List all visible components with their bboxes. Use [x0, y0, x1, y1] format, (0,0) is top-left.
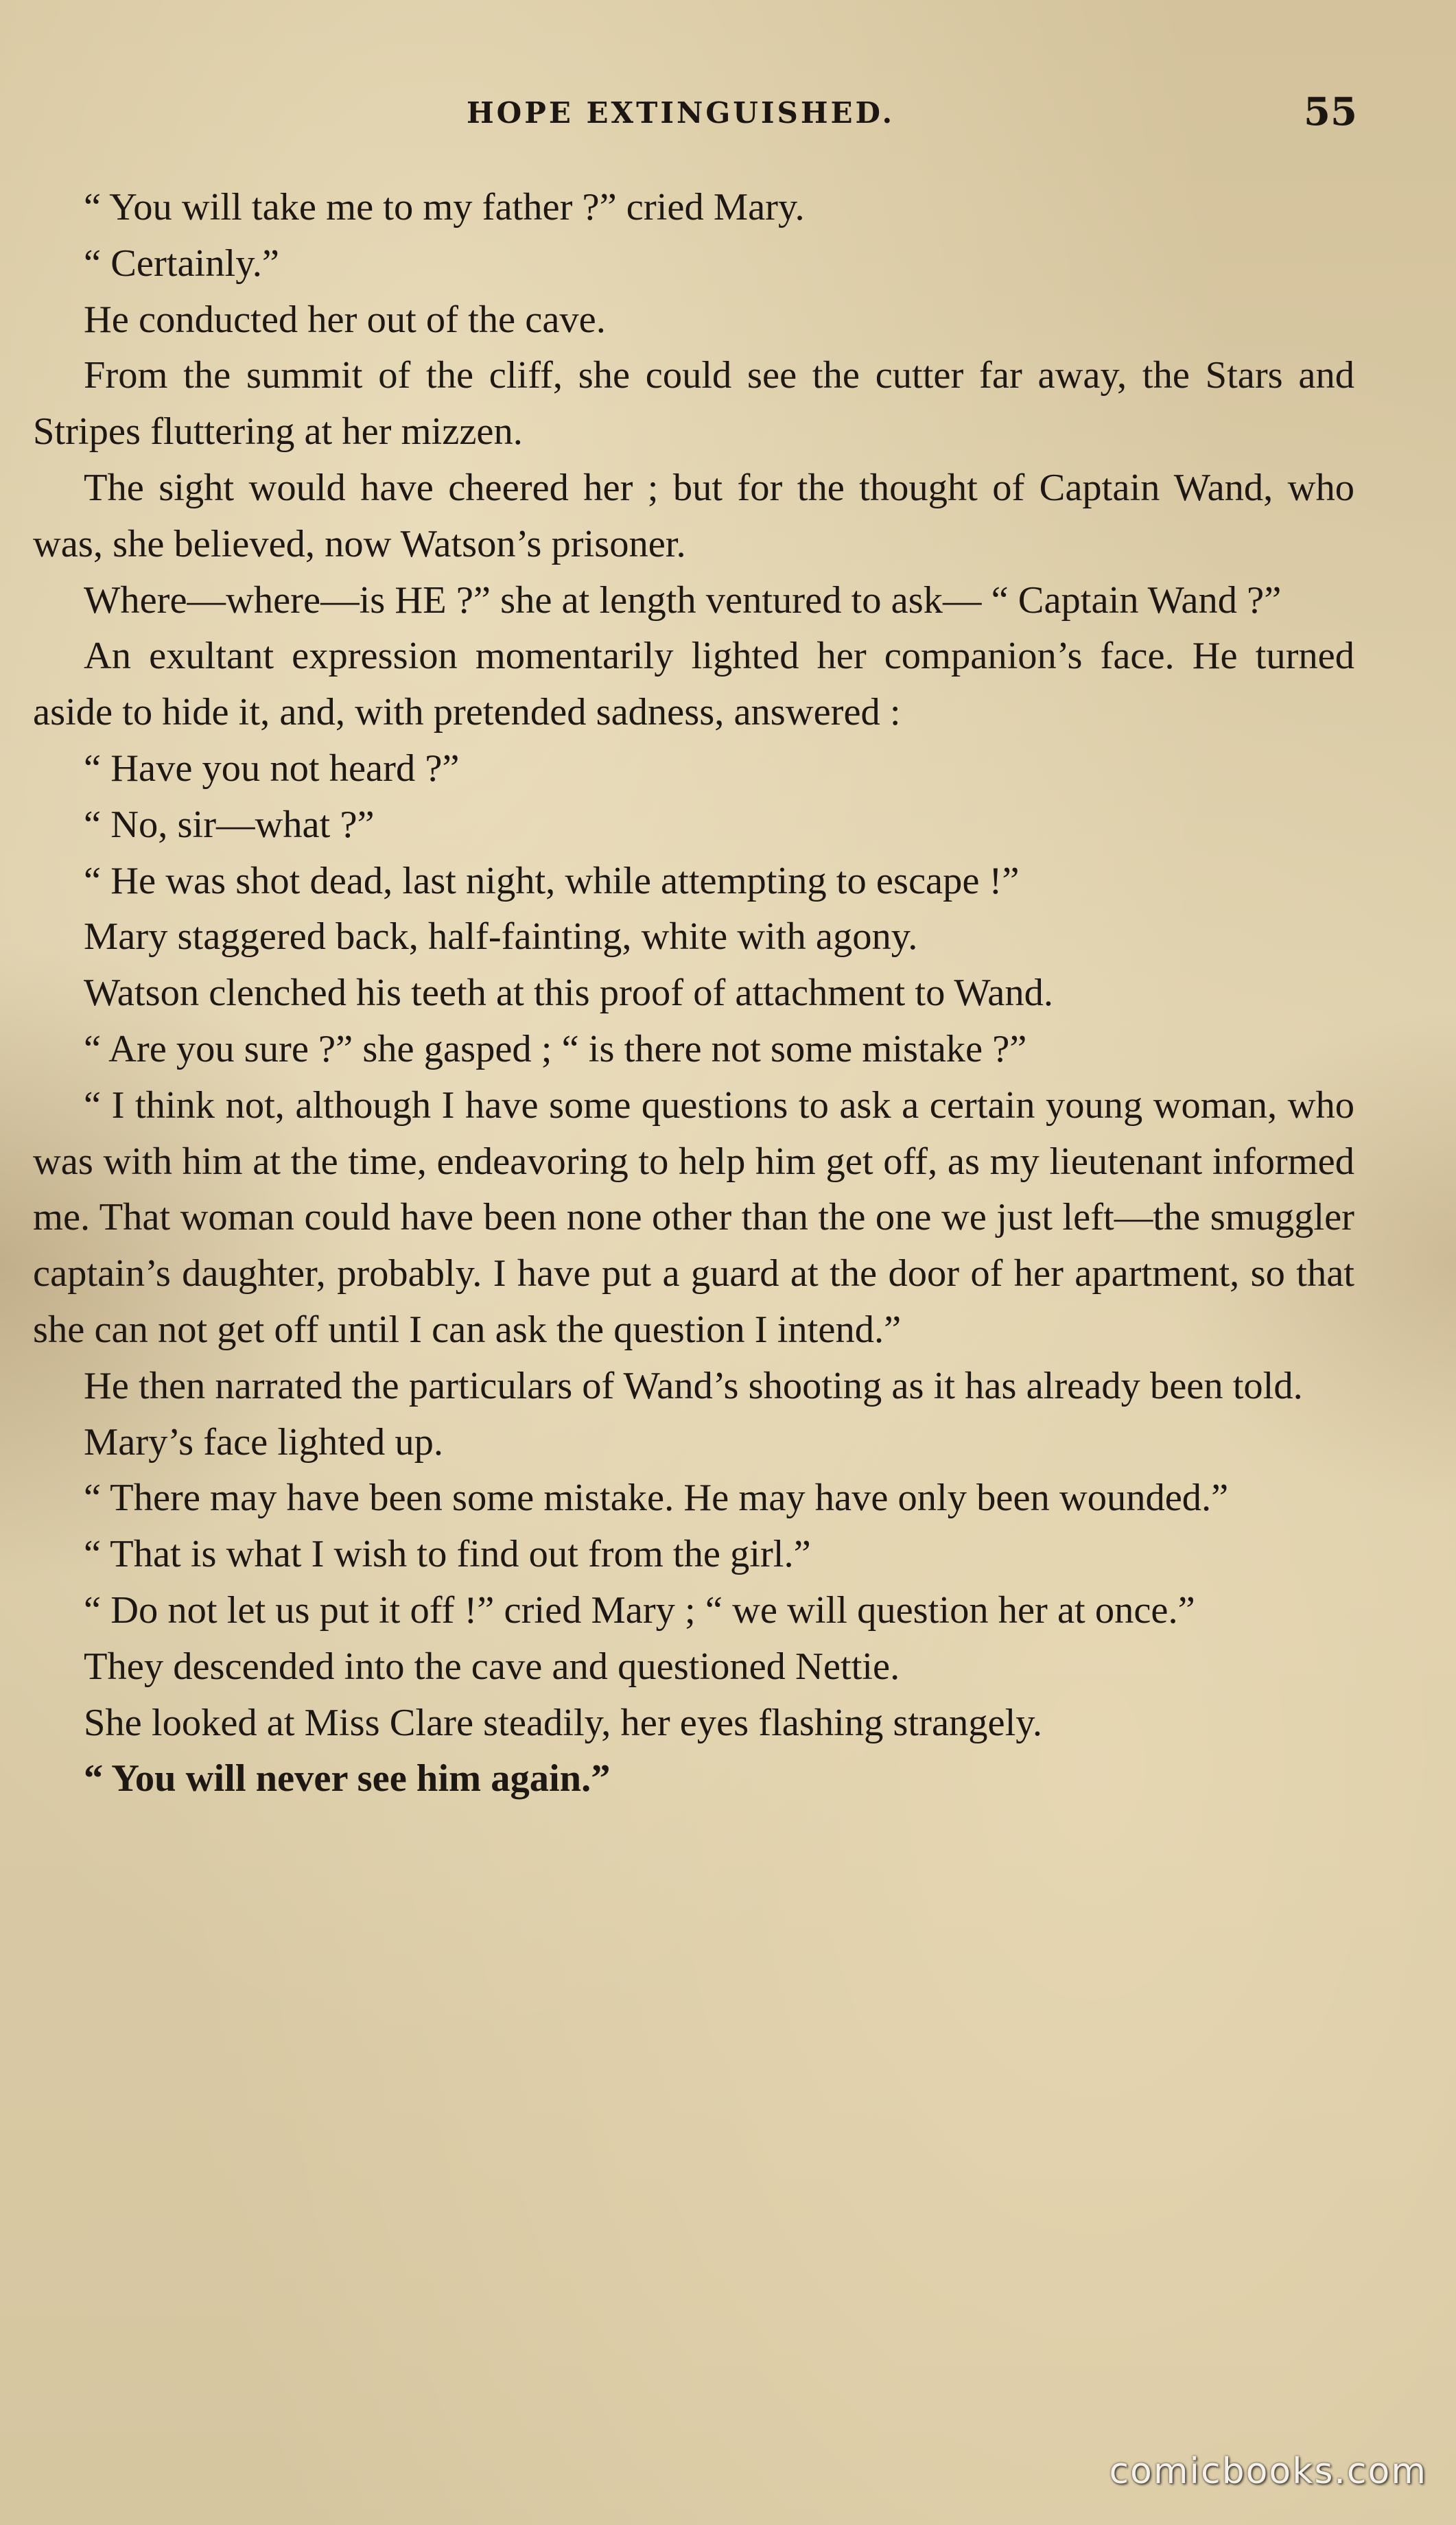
running-head: [0, 89, 1456, 144]
paragraph: “ No, sir—what ?”: [84, 803, 375, 846]
page-number: 55: [1304, 89, 1357, 134]
paragraph: “ Do not let us put it off !” cried Mary ; “ we will question her at once.”: [84, 1588, 1195, 1632]
body-text: [33, 180, 1354, 1807]
paragraph: “ Certainly.”: [84, 242, 279, 285]
paragraph: Where—where—is HE ?” she at length ventured to ask— “ Captain Wand ?”: [84, 578, 1282, 622]
paragraph: “ I think not, although I have some questions to ask a certain young woman, who was with him at the time, endeavoring to help him get off, as my lieutenant informed me. That woman could have been none other than the one we just left—the smuggler captain’s daughter, probably. I have put a guard at the door of her apartment, so that she can not get off until I can ask the question I intend.”: [33, 1083, 1354, 1351]
watermark: comicbooks.com: [1109, 2451, 1427, 2492]
paragraph: She looked at Miss Clare steadily, her eyes flashing strangely.: [84, 1701, 1042, 1744]
paragraph: “ You will take me to my father ?” cried Mary.: [84, 186, 805, 228]
paragraph: The sight would have cheered her ; but for the thought of Captain Wand, who was, she believed, now Watson’s prisoner.: [33, 466, 1354, 565]
paragraph: From the summit of the cliff, she could see the cutter far away, the Stars and Stripes fluttering at her mizzen.: [33, 354, 1354, 454]
paragraph: Mary staggered back, half-fainting, white with agony.: [84, 915, 918, 959]
paragraph: “ Are you sure ?” she gasped ; “ is there not some mistake ?”: [84, 1027, 1027, 1070]
paragraph: “ Have you not heard ?”: [84, 747, 460, 790]
paragraph: “ There may have been some mistake. He may have only been wounded.”: [84, 1477, 1229, 1520]
paragraph: They descended into the cave and questioned Nettie.: [84, 1645, 900, 1688]
paragraph: An exultant expression momentarily lighted her companion’s face. He turned aside to hide it, and, with pretended sadness, answered :: [33, 635, 1354, 734]
paragraph: Watson clenched his teeth at this proof of attachment to Wand.: [84, 972, 1053, 1015]
paragraph: He then narrated the particulars of Wand’s shooting as it has already been told.: [84, 1364, 1303, 1407]
paragraph: “ You will never see him again.”: [84, 1757, 611, 1800]
paragraph: “ That is what I wish to find out from the girl.”: [84, 1533, 811, 1576]
paragraph: “ He was shot dead, last night, while attempting to escape !”: [84, 859, 1020, 902]
paragraph: Mary’s face lighted up.: [84, 1420, 444, 1464]
running-title: HOPE EXTINGUISHED.: [467, 96, 895, 130]
paragraph: He conducted her out of the cave.: [84, 298, 606, 341]
